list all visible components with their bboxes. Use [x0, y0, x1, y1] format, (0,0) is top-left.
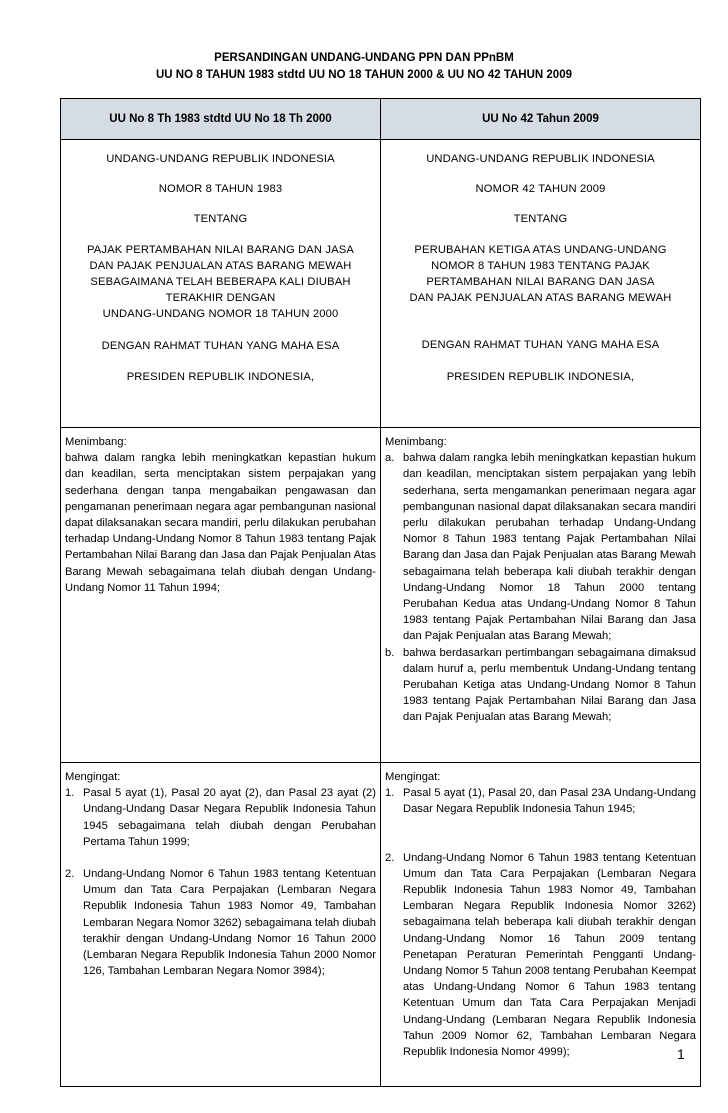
- left-preamble: [61, 140, 381, 428]
- right-subject-line: NOMOR 8 TAHUN 1983 TENTANG PAJAK: [431, 259, 650, 272]
- right-subject-line: PERUBAHAN KETIGA ATAS UNDANG-UNDANG: [414, 243, 667, 256]
- right-law-number: NOMOR 42 TAHUN 2009: [475, 183, 606, 196]
- left-law-heading: UNDANG-UNDANG REPUBLIK INDONESIA: [106, 153, 335, 165]
- list-item: [385, 645, 696, 726]
- item-marker: 2.: [385, 851, 395, 864]
- right-menimbang-label: Menimbang:: [385, 436, 447, 448]
- left-menimbang-text: bahwa dalam rangka lebih meningkatkan kepastian hukum dan keadilan, serta menciptakan sistem perpajakan yang sederhana dengan tanpa mengabaikan pengawasan dan pengamanan penerimaan negara agar pembangunan nasional dapat dilaksanakan secara mandiri, perlu dilakukan perubahan terhadap Undang-Undang Nomor 8 Tahun 1983 tentang Pajak Pertambahan Nilai Barang dan Jasa dan Pajak Penjualan Atas Barang Mewah sebagaimana telah diubah dengan Undang-Undang Nomor 11 Tahun 1994;: [65, 452, 376, 594]
- title-line-1: PERSANDINGAN UNDANG-UNDANG PPN DAN PPnBM: [214, 52, 514, 64]
- list-item: [385, 785, 696, 817]
- header-left: UU No 8 Th 1983 stdtd UU No 18 Th 2000: [61, 99, 381, 140]
- document-title: [0, 50, 728, 84]
- right-mengingat-list: [385, 785, 696, 1060]
- right-tentang: TENTANG: [513, 213, 568, 226]
- item-text: Pasal 5 ayat (1), Pasal 20 ayat (2), dan Pasal 23 ayat (2) Undang-Undang Dasar Negara Republik Indonesia Tahun 1945 sebagaimana telah diubah dengan Perubahan Pertama Tahun 1999;: [83, 787, 376, 848]
- mengingat-row: [61, 763, 701, 1087]
- item-marker: 1.: [385, 787, 395, 800]
- item-marker: b.: [385, 646, 395, 659]
- menimbang-row: [61, 428, 701, 763]
- left-menimbang: [61, 428, 381, 763]
- left-law-subject: [65, 242, 376, 323]
- right-menimbang: [381, 428, 701, 763]
- right-mengingat-label: Mengingat:: [385, 771, 441, 783]
- table-header-row: [61, 99, 701, 140]
- item-text: Undang-Undang Nomor 6 Tahun 1983 tentang Ketentuan Umum dan Tata Cara Perpajakan (Lembaran Negara Republik Indonesia Tahun 1983 Nomor 49, Tambahan Lembaran Negara Nomor 3262) sebagaimana telah diubah terakhir dengan Undang-Undang Nomor 16 Tahun 2000 (Lembaran Negara Republik Indonesia Tahun 2000 Nomor 126, Tambahan Lembaran Negara Nomor 3984);: [83, 868, 376, 978]
- right-law-heading: UNDANG-UNDANG REPUBLIK INDONESIA: [426, 153, 655, 165]
- left-tentang: TENTANG: [193, 213, 248, 226]
- right-subject-line: DAN PAJAK PENJUALAN ATAS BARANG MEWAH: [409, 292, 672, 305]
- item-text: bahwa dalam rangka lebih meningkatkan kepastian hukum dan keadilan, menciptakan sistem perpajakan yang lebih sederhana, serta mengamankan penerimaan negara agar pembangunan nasional dapat dilaksanakan secara mandiri perlu dilakukan perubahan terhadap Undang-Undang Nomor 8 Tahun 1983 tentang Pajak Pertambahan Nilai Barang dan Jasa dan Pajak Penjualan atas Barang Mewah sebagaimana telah beberapa kali diubah terakhir dengan Undang-Undang Nomor 18 Tahun 2000 tentang Perubahan Kedua atas Undang-Undang Nomor 8 Tahun 1983 tentang Pajak Pertambahan Nilai Barang dan Jasa dan Pajak Penjualan atas Barang Mewah;: [403, 452, 696, 643]
- item-text: Undang-Undang Nomor 6 Tahun 1983 tentang Ketentuan Umum dan Tata Cara Perpajakan (Lembaran Negara Republik Indonesia Tahun 1983 Nomor 49, Tambahan Lembaran Negara Republik Indonesia Nomor 3262) sebagaimana telah beberapa kali diubah terakhir dengan Undang-Undang Nomor 16 Tahun 2009 tentang Penetapan Peraturan Pemerintah Pengganti Undang-Undang Nomor 5 Tahun 2008 tentang Perubahan Keempat atas Undang-Undang Nomor 6 Tahun 1983 tentang Ketentuan Umum dan Tata Cara Perpajakan Menjadi Undang-Undang (Lembaran Negara Republik Indonesia Tahun 2009 Nomor 62, Tambahan Lembaran Negara Republik Indonesia Nomor 4999);: [403, 851, 696, 1059]
- left-subject-line: UNDANG-UNDANG NOMOR 18 TAHUN 2000: [102, 308, 339, 321]
- right-subject-line: PERTAMBAHAN NILAI BARANG DAN JASA: [426, 276, 655, 289]
- list-item: [385, 850, 696, 1061]
- right-law-subject: [385, 242, 696, 307]
- page-number: 1: [677, 1046, 685, 1062]
- item-marker: 2.: [65, 868, 75, 881]
- left-subject-line: TERAKHIR DENGAN: [165, 292, 276, 305]
- left-presiden: PRESIDEN REPUBLIK INDONESIA,: [126, 370, 315, 383]
- left-rahmat: DENGAN RAHMAT TUHAN YANG MAHA ESA: [101, 339, 340, 352]
- left-mengingat-label: Mengingat:: [65, 771, 121, 783]
- list-item: [385, 450, 696, 644]
- right-preamble: [381, 140, 701, 428]
- left-subject-line: DAN PAJAK PENJUALAN ATAS BARANG MEWAH: [89, 259, 352, 272]
- left-law-number: NOMOR 8 TAHUN 1983: [158, 183, 283, 196]
- item-text: Pasal 5 ayat (1), Pasal 20, dan Pasal 23A Undang-Undang Dasar Negara Republik Indonesia Tahun 1945;: [403, 787, 696, 816]
- title-line-2: UU NO 8 TAHUN 1983 stdtd UU NO 18 TAHUN 2000 & UU NO 42 TAHUN 2009: [155, 69, 572, 81]
- header-right: UU No 42 Tahun 2009: [381, 99, 701, 140]
- comparison-table: [60, 98, 701, 1087]
- left-mengingat-list: [65, 785, 376, 979]
- left-menimbang-label: Menimbang:: [65, 436, 127, 448]
- left-subject-line: PAJAK PERTAMBAHAN NILAI BARANG DAN JASA: [87, 243, 354, 256]
- right-menimbang-list: [385, 450, 696, 725]
- item-text: bahwa berdasarkan pertimbangan sebagaimana dimaksud dalam huruf a, perlu membentuk Undang-Undang tentang Perubahan Ketiga atas Undang-Undang Nomor 8 Tahun 1983 tentang Pajak Pertambahan Nilai Barang dan Jasa dan Pajak Penjualan atas Barang Mewah;: [403, 646, 696, 724]
- item-marker: 1.: [65, 787, 75, 800]
- item-marker: a.: [385, 452, 395, 465]
- right-mengingat: [381, 763, 701, 1087]
- list-item: [65, 785, 376, 850]
- list-item: [65, 866, 376, 979]
- right-presiden: PRESIDEN REPUBLIK INDONESIA,: [446, 370, 635, 383]
- preamble-row: [61, 140, 701, 428]
- left-subject-line: SEBAGAIMANA TELAH BEBERAPA KALI DIUBAH: [90, 276, 351, 289]
- right-rahmat: DENGAN RAHMAT TUHAN YANG MAHA ESA: [421, 339, 660, 352]
- left-mengingat: [61, 763, 381, 1087]
